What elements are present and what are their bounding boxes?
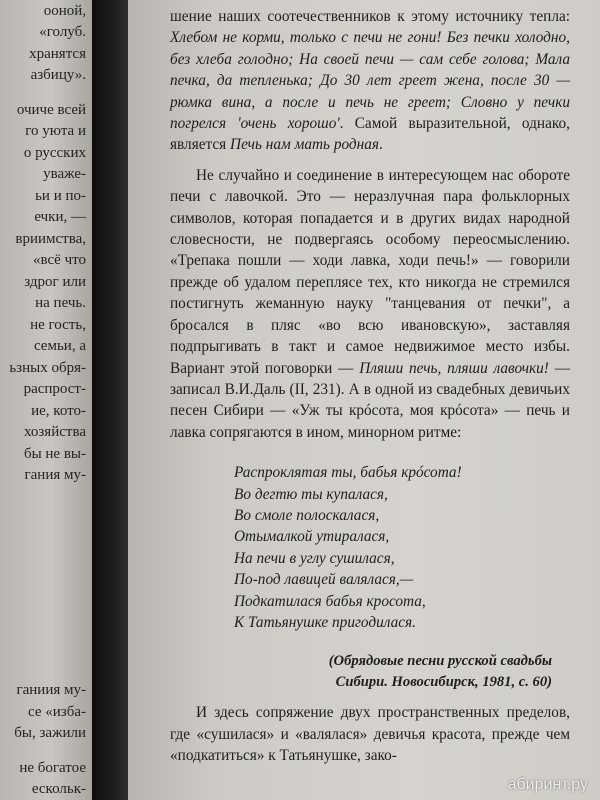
left-page-line: се «изба- [28, 704, 86, 720]
left-page-line: бы не вы- [23, 446, 86, 462]
left-page-line: ганиия му- [16, 682, 86, 698]
left-page-line: ьи и по- [35, 188, 86, 204]
poem-line: Распроклятая ты, бабья крóсота! [234, 464, 462, 482]
poem-line: Во смоле полоскалася, [234, 506, 380, 524]
paragraph-3: И здесь сопряжение двух пространственных пределов, где «сушилася» и «валялася» девичья красота, прежде чем «подкатиться» к Татьянушке, зако- [170, 704, 570, 765]
left-page-line: семьи, а [33, 338, 86, 354]
left-page-line: распрост- [23, 381, 86, 397]
left-page-line: го уюта и [25, 123, 86, 139]
text-run: . Самой выразительной, однако, является [170, 115, 570, 154]
left-page-line: очиче всей [16, 102, 86, 118]
left-page [0, 0, 92, 800]
left-page-line: не богатое [19, 760, 86, 776]
italic-run: Хлебом не корми, только с печи не гони! Без печки холодно, без хлеба голодно; На своей печи — сам себе голова; Мала печка, да тепленька; До 30 лет греет жена, после 30 — рюмка вина, а после и печь не греет; Словно у печки погрелся 'очень хорошо' [170, 29, 570, 133]
left-page-line: уваже- [43, 166, 86, 182]
left-page-line: азбицу». [30, 67, 86, 83]
poem-line: По-под лавицей валялася,— [234, 571, 414, 589]
poem-line: Отымалкой утиралася, [234, 528, 390, 546]
italic-run: Пляши печь, пляши лавочки! [359, 359, 549, 377]
left-page-line: бы, зажили [14, 725, 86, 741]
poem-line: К Татьянушке пригодилася. [234, 613, 416, 631]
paragraph-2 [170, 165, 570, 443]
left-page-line: здрог или [24, 274, 86, 290]
poem-source [170, 651, 570, 693]
left-page-line: не гость, [30, 317, 86, 333]
text-run: — записал В.И.Даль (II, 231). А в одной из свадебных девичьих песен Сибири — «Уж ты крóсота, моя крóсота» — печь и лавка сопрягаются в ином, минорном ритме: [170, 359, 570, 441]
left-page-line: на печь. [35, 295, 86, 311]
italic-run: Печь нам мать родная [230, 136, 380, 154]
poem-line: Во дегтю ты купалася, [234, 485, 388, 503]
text-run: . [379, 136, 383, 154]
left-page-line: хранятся [29, 46, 86, 62]
poem-line: На печи в углу сушилася, [234, 549, 395, 567]
poem-line: Подкатилася бабья кросота, [234, 592, 426, 610]
source-line: Сибири. Новосибирск, 1981, с. 60) [335, 674, 552, 691]
left-page-line: ооной, [43, 3, 86, 19]
left-page-line: вриимства, [15, 231, 86, 247]
left-page-line: ескольк- [31, 781, 86, 797]
left-page-line: «всё что [33, 252, 86, 268]
page-text [170, 6, 570, 767]
left-page-line: ечки, — [34, 209, 86, 225]
left-page-line: ие, кото- [31, 403, 86, 419]
text-run: Не случайно и соединение в интересующем нас обороте печи с лавочкой. Это — неразлучная пара фольклорных символов, которая попадается и в других видах народной словесности, не подвергаясь особому переосмыслению. «Трепака пошли — ходи лавка, ходи печь!» — говорили прежде об удалом переплясе тех, кто никогда не стремился постигнуть жеманную науку "танцевания от печки", а бросался в пляс «во всю ивановскую», заставляя подпрыгивать в такт и самое недвижимое место избы. Вариант этой поговорки — [170, 166, 570, 377]
left-page-line: хозяйства [23, 424, 86, 440]
text-run: шение наших соотечественников к этому источнику тепла: [170, 8, 570, 25]
left-page-line: о русских [23, 145, 86, 161]
poem-block [234, 462, 570, 633]
left-page-line: ьзных обря- [9, 360, 86, 376]
left-page-line: «голуб. [39, 24, 86, 40]
source-line: (Обрядовые песни русской свадьбы [328, 653, 552, 670]
main-page [128, 0, 600, 800]
paragraph-1 [170, 6, 570, 156]
watermark-logo: абиринт.ру [507, 776, 588, 793]
left-page-line: гания му- [24, 467, 86, 483]
